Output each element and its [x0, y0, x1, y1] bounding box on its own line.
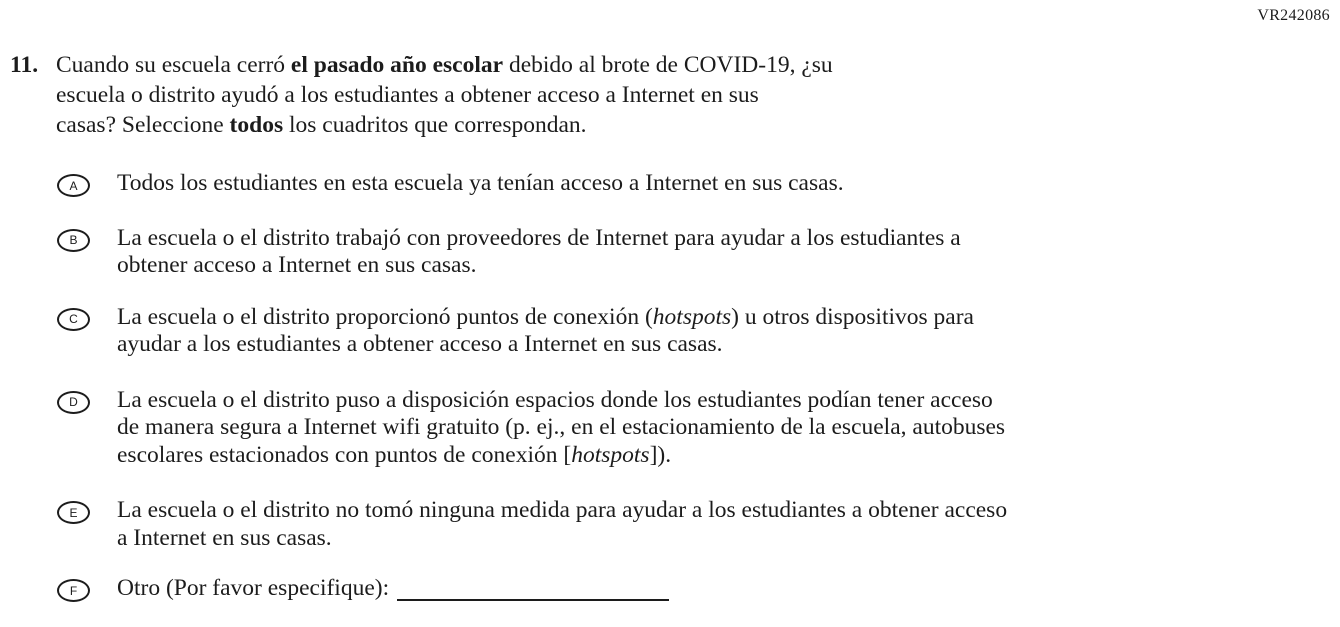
option-e: [57, 497, 1340, 552]
option-line: [117, 387, 1005, 415]
option-text-segment: La escuela o el distrito puso a disposición espacios donde los estudiantes podían tener acceso: [117, 386, 993, 413]
question-line: [56, 110, 833, 140]
option-line: [117, 575, 669, 603]
option-f: [57, 575, 1340, 603]
option-d-checkbox[interactable]: D: [57, 391, 90, 414]
option-line: [117, 252, 961, 280]
option-text-segment: La escuela o el distrito trabajó con proveedores de Internet para ayudar a los estudiantes a: [117, 224, 961, 251]
option-line: [117, 225, 961, 253]
question-line: [56, 80, 833, 110]
question-text-segment: los cuadritos que correspondan.: [283, 112, 587, 138]
option-text-segment: a Internet en sus casas.: [117, 524, 332, 551]
option-line: [117, 414, 1005, 442]
question-text-bold-segment: todos: [229, 112, 284, 138]
option-line: [117, 497, 1007, 525]
option-e-text: [117, 497, 1007, 552]
options-list: [57, 170, 1340, 603]
question-line: [56, 50, 833, 80]
option-line: [117, 525, 1007, 553]
option-d: [57, 387, 1340, 470]
option-text-segment: ]).: [649, 441, 672, 468]
option-c: [57, 304, 1340, 359]
option-b: [57, 225, 1340, 280]
option-a: [57, 170, 1340, 198]
other-specify-input[interactable]: [397, 579, 669, 601]
question-text: [56, 50, 833, 140]
option-text-segment: escolares estacionados con puntos de conexión [: [117, 441, 572, 468]
option-b-checkbox[interactable]: B: [57, 229, 90, 252]
question-text-segment: Cuando su escuela cerró: [56, 52, 291, 78]
option-f-text: [117, 575, 669, 603]
option-line: [117, 331, 974, 359]
option-line: [117, 442, 1005, 470]
option-text-segment: La escuela o el distrito no tomó ninguna medida para ayudar a los estudiantes a obtener acceso: [117, 497, 1008, 523]
option-d-text: [117, 387, 1005, 470]
option-text-italic-segment: hotspots: [571, 441, 650, 468]
option-a-text: [117, 170, 844, 198]
option-c-checkbox[interactable]: C: [57, 308, 90, 331]
option-e-checkbox[interactable]: E: [57, 501, 90, 524]
question-text-segment: escuela o distrito ayudó a los estudiantes a obtener acceso a Internet en sus: [56, 82, 759, 108]
option-c-text: [117, 304, 974, 359]
option-text-segment: ayudar a los estudiantes a obtener acceso a Internet en sus casas.: [117, 331, 723, 357]
option-a-checkbox[interactable]: A: [57, 174, 90, 197]
option-text-segment: Todos los estudiantes en esta escuela ya tenían acceso a Internet en sus casas.: [117, 170, 844, 196]
option-text-segment: de manera segura a Internet wifi gratuito (p. ej., en el estacionamiento de la escuela, autobuses: [117, 414, 1006, 440]
option-b-text: [117, 225, 961, 280]
option-text-segment: La escuela o el distrito proporcionó puntos de conexión (: [117, 303, 653, 330]
question-text-segment: casas? Seleccione: [56, 112, 230, 138]
form-code: VR242086: [1257, 7, 1330, 24]
option-text-segment: ) u otros dispositivos para: [731, 303, 974, 330]
option-text-segment: obtener acceso a Internet en sus casas.: [117, 252, 477, 278]
option-text-italic-segment: hotspots: [652, 303, 732, 330]
question-number: 11.: [10, 52, 39, 78]
option-line: [117, 170, 844, 198]
option-text-segment: Otro (Por favor especifique):: [117, 575, 390, 601]
question-text-bold-segment: el pasado año escolar: [290, 52, 504, 78]
option-f-checkbox[interactable]: F: [57, 579, 90, 602]
question-text-segment: debido al brote de COVID-19, ¿su: [503, 52, 833, 78]
option-line: [117, 304, 974, 332]
question-block: [0, 0, 1340, 140]
